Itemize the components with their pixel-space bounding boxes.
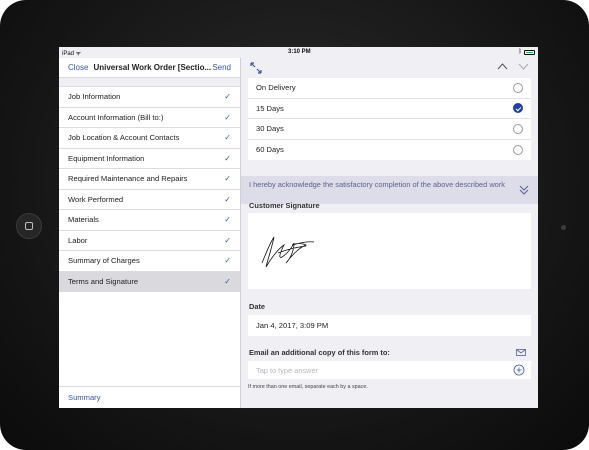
sidebar-item[interactable]: [59, 169, 240, 190]
sidebar-item[interactable]: [59, 210, 240, 231]
sidebar-item[interactable]: [59, 87, 240, 108]
sidebar-item[interactable]: [59, 272, 240, 293]
summary-label: Summary: [68, 393, 101, 402]
payment-term-option[interactable]: [248, 140, 531, 161]
checkmark-icon: ✓: [224, 235, 231, 245]
mail-icon: [516, 349, 526, 356]
section-list: [59, 87, 240, 292]
checkmark-icon: ✓: [224, 112, 231, 122]
signature-label: Customer Signature: [249, 201, 320, 210]
checkmark-icon: ✓: [224, 153, 231, 163]
email-label: Email an additional copy of this form to:: [249, 348, 390, 357]
payment-term-label: 30 Days: [256, 124, 284, 134]
radio-checked-icon[interactable]: [513, 103, 523, 113]
checkmark-icon: ✓: [224, 174, 231, 184]
status-carrier: iPad ᯤ: [62, 51, 82, 57]
plus-circle-icon[interactable]: [513, 364, 525, 376]
summary-button[interactable]: [59, 386, 240, 408]
sidebar-item[interactable]: [59, 251, 240, 272]
chevron-down-icon[interactable]: [518, 61, 529, 72]
expand-icon[interactable]: [250, 62, 262, 74]
sidebar-item-label: Equipment Information: [68, 153, 145, 163]
signature-pad[interactable]: [248, 213, 531, 289]
checkmark-icon: ✓: [224, 92, 231, 102]
battery-icon: [524, 50, 535, 55]
payment-term-option[interactable]: [248, 78, 531, 99]
payment-term-option[interactable]: [248, 119, 531, 140]
section-content: [241, 58, 538, 408]
sidebar-item-label: Materials: [68, 215, 99, 225]
radio-empty-icon[interactable]: [513, 83, 523, 93]
status-icons: [518, 49, 535, 55]
double-chevron-down-icon[interactable]: [518, 184, 530, 196]
sidebar-item[interactable]: [59, 108, 240, 129]
bluetooth-icon: ᛒ: [518, 49, 522, 55]
email-help-text: If more than one email, separate each by a space.: [248, 384, 368, 390]
signature-drawing: [248, 213, 531, 289]
sidebar-item-label: Labor: [68, 235, 88, 245]
home-button[interactable]: [16, 213, 42, 239]
status-bar: [59, 47, 538, 58]
section-sidebar: [59, 58, 241, 408]
sidebar-item-label: Job Location & Account Contacts: [68, 133, 180, 143]
sidebar-header: [59, 58, 240, 78]
sidebar-item[interactable]: [59, 149, 240, 170]
checkmark-icon: ✓: [224, 194, 231, 204]
radio-empty-icon[interactable]: [513, 124, 523, 134]
camera: [561, 225, 566, 230]
payment-terms-options: [248, 78, 531, 160]
section-nav-arrows: [497, 61, 529, 72]
checkmark-icon: ✓: [224, 276, 231, 286]
sidebar-item-label: Job Information: [68, 92, 121, 102]
sidebar-item[interactable]: [59, 231, 240, 252]
form-title: Universal Work Order [Sectio...: [93, 63, 212, 72]
home-square-icon: [25, 222, 33, 230]
sidebar-spacer: [59, 78, 240, 87]
sidebar-item-label: Account Information (Bill to:): [68, 112, 164, 122]
sidebar-item[interactable]: [59, 190, 240, 211]
acknowledgement-text: I hereby acknowledge the satisfactory completion of the above described work: [249, 180, 505, 189]
sidebar-item-label: Required Maintenance and Repairs: [68, 174, 188, 184]
email-input[interactable]: [256, 366, 496, 375]
status-time: 3:10 PM: [288, 49, 311, 55]
payment-term-label: On Delivery: [256, 83, 296, 93]
date-label: Date: [249, 302, 266, 311]
acknowledgement-bar[interactable]: [241, 176, 538, 204]
checkmark-icon: ✓: [224, 256, 231, 266]
send-button[interactable]: Send: [212, 63, 231, 72]
sidebar-item[interactable]: [59, 128, 240, 149]
sidebar-item-label: Work Performed: [68, 194, 124, 204]
checkmark-icon: ✓: [224, 215, 231, 225]
content-toolbar: [241, 58, 538, 78]
screen: [59, 47, 538, 408]
email-input-row: [248, 361, 531, 379]
sidebar-item-label: Terms and Signature: [68, 276, 139, 286]
date-field[interactable]: [248, 315, 531, 336]
payment-term-label: 15 Days: [256, 103, 284, 113]
checkmark-icon: ✓: [224, 133, 231, 143]
payment-term-label: 60 Days: [256, 145, 284, 155]
sidebar-item-label: Summary of Charges: [68, 256, 140, 266]
payment-term-option[interactable]: [248, 99, 531, 120]
close-button[interactable]: Close: [68, 63, 89, 72]
chevron-up-icon[interactable]: [497, 61, 508, 72]
date-value: Jan 4, 2017, 3:09 PM: [256, 321, 329, 330]
radio-empty-icon[interactable]: [513, 145, 523, 155]
